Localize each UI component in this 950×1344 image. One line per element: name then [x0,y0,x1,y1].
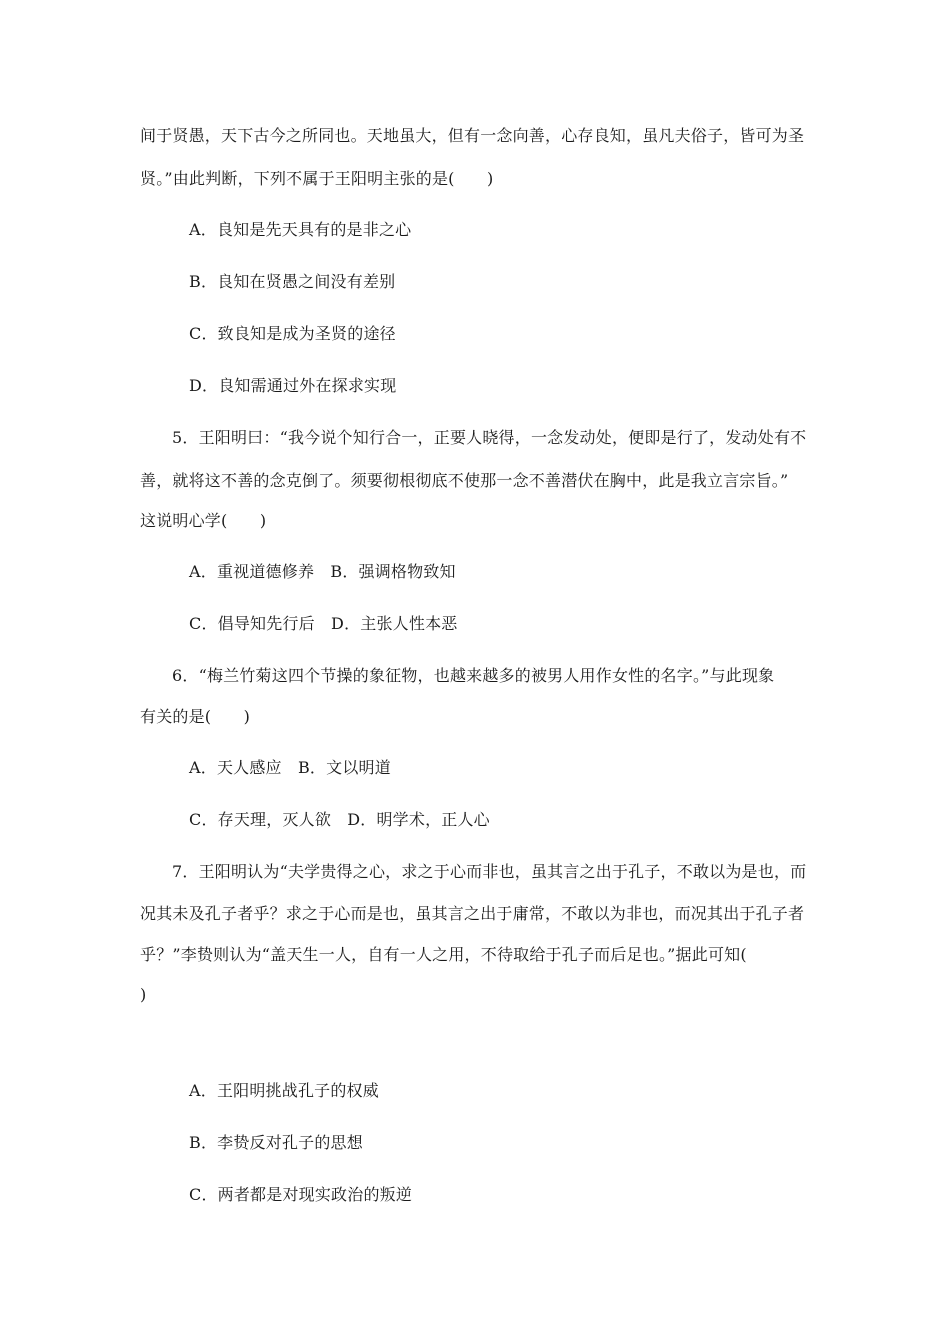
q6-options-row-2: C．存天理，灭人欲 D．明学术，正人心 [189,810,490,829]
q6-line-2: 有关的是( ) [140,707,251,726]
q7-option-a: A．王阳明挑战孔子的权威 [189,1081,379,1100]
q4-line-1: 间于贤愚，天下古今之所同也。天地虽大，但有一念向善，心存良知，虽凡夫俗子，皆可为圣 [140,126,805,145]
q5-options-row-2: C．倡导知先行后 D．主张人性本恶 [189,614,458,633]
q7-line-2: 况其未及孔子者乎？求之于心而是也，虽其言之出于庸常，不敢以为非也，而况其出于孔子者 [140,904,805,923]
q4-option-a: A．良知是先天具有的是非之心 [189,220,412,239]
q5-line-1: 5．王阳明曰：“我今说个知行合一，正要人晓得，一念发动处，便即是行了，发动处有不 [172,428,807,447]
q7-line-3: 乎？”李贽则认为“盖天生一人，自有一人之用，不待取给于孔子而后足也。”据此可知( [140,945,747,964]
q7-option-c: C．两者都是对现实政治的叛逆 [189,1185,413,1204]
q4-option-b: B．良知在贤愚之间没有差别 [189,272,396,291]
q7-option-b: B．李贽反对孔子的思想 [189,1133,363,1152]
q7-line-4: ) [140,985,147,1004]
q6-line-1: 6．“梅兰竹菊这四个节操的象征物，也越来越多的被男人用作女性的名字。”与此现象 [172,666,775,685]
q5-options-row-1: A．重视道德修养 B．强调格物致知 [189,562,456,581]
q7-line-1: 7．王阳明认为“夫学贵得之心，求之于心而非也，虽其言之出于孔子，不敢以为是也，而 [172,862,807,881]
q4-option-d: D．良知需通过外在探求实现 [189,376,397,395]
q4-option-c: C．致良知是成为圣贤的途径 [189,324,396,343]
q5-line-3: 这说明心学( ) [140,511,267,530]
q4-line-2: 贤。”由此判断，下列不属于王阳明主张的是( ) [140,169,494,188]
q5-line-2: 善，就将这不善的念克倒了。须要彻根彻底不使那一念不善潜伏在胸中，此是我立言宗旨。” [140,471,789,490]
q6-options-row-1: A．天人感应 B．文以明道 [189,758,391,777]
